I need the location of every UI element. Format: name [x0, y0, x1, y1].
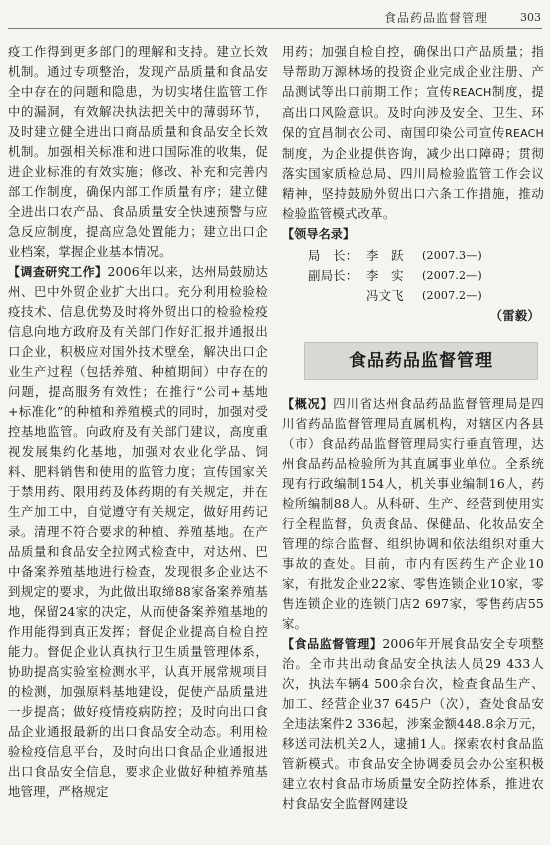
leader-name: 李 实 [366, 268, 404, 283]
research-body: 2006年以来，达州局鼓励达州、巴中外贸企业扩大出口。充分利用检验检疫技术、信息优势及时将外贸出口的检验检疫信息向地方政府及有关部门作好汇报并通报出口企业，积极应对国外技术壁垒，解决出口企业生产过程（包括养殖、种植期间）中存在的问题，提高服务有效性；在推行“公司+基地+标准化”的种植和养殖模式的同时，加强对受控基地监管。向政府及有关部门建议，高度重视发展集约化基地，加强对农业化学品、饲料、肥料销售和使用的监管力度；宣传国家关于禁用药、限用药及体药期的有关规定，并在生产加工中，自觉遵守有关规定，做好用药记录。清理不符合要求的种植、养殖基地。在产品质量和食品安全拉网式检查中，对达州、巴中备案养殖基地进行检查，发现很多企业达不到规定的要求，为此做出取缔88家备案养殖基地，保留24家的决定，从而使备案养殖基地的作用能得到真正发挥；督促企业提高自检自控能力。督促企业认真执行卫生质量管理体系，协助提高实验室检测水平，认真开展常规项目的检测，加强原料基地建设，促使产品质量进一步提高；做好疫情疫病防控；及时向出口食品企业通报最新的出口食品安全动态。利用检验检疫信息平台，及时向出口食品企业通报进出口食品安全信息，要求企业做好种植养殖基地管理，严格规定 [8, 264, 268, 799]
page-header [0, 0, 550, 34]
right-column [282, 42, 544, 814]
paragraph-overview [282, 394, 544, 634]
running-title: 食品药品监督管理 [384, 11, 489, 25]
section-heading-food-supervision: 【食品监督管理】 [282, 637, 383, 651]
leader-role: 副局长： [308, 268, 359, 283]
paragraph-research-work [8, 262, 268, 802]
leader-name: 冯文飞 [366, 288, 404, 303]
leader-name: 李 跃 [366, 248, 404, 263]
paragraph-continued [282, 42, 544, 224]
leader-term: (2007.3—) [422, 249, 482, 262]
paragraph-long-term-mechanism: 疫工作得到更多部门的理解和支持。建立长效机制。通过专项整治，发现产品质量和食品安全中存在的问题和隐患，为切实堵住监管工作中的漏洞，有效解决执法把关中的薄弱环节，及时建立健全进出口商品质量和食品安全长效机制。加强相关标准和进口国际准的收集，促进企业标准的有效实施；修改、补充和完善内部工作制度，确保内部工作质量有序；建立健全进出口农产品、食品质量安全快速预警与应急反应制度，提高应急处置能力；建立出口企业档案，掌握企业基本情况。 [8, 44, 268, 259]
leaders-list [282, 246, 544, 306]
food-supervision-body: 2006年开展食品安全专项整治。全市共出动食品安全执法人员29 433人次，执法车辆4 500余台次，检查食品生产、加工、经营企业37 645户（次），查处食品安全违法案件2 336起，涉案金额448.8余万元，移送司法机关2人，逮捕1人。探索农村食品监管新模式。市食品安全协调委员会办公室积极建立农村食品市场质量安全防控体系，推进农村食品安全监督网建设 [282, 636, 544, 811]
section-heading-leaders: 【领导名录】 [282, 227, 356, 241]
continued-text-a: 用药；加强自检自控，确保出口产品质量；指导帮助万源林场的投资企业完成企业注册、产品测试等出口前期工作；宣传 [282, 44, 544, 99]
section-heading-overview: 【概况】 [282, 397, 334, 411]
leader-term: (2007.2—) [422, 289, 482, 302]
leader-row [282, 266, 544, 286]
leader-row [282, 286, 544, 306]
left-column [8, 42, 268, 802]
section-heading-research: 【调查研究工作】 [8, 265, 108, 279]
leader-row [282, 246, 544, 266]
leader-role: 局 长： [308, 248, 359, 263]
reach-term-1: REACH [452, 86, 492, 99]
author-signature: （雷毅） [489, 308, 540, 323]
leader-term: (2007.2—) [422, 269, 482, 282]
paragraph-food-supervision [282, 634, 544, 814]
page-number: 303 [520, 11, 541, 24]
continued-text-c: 制度，为企业提供咨询，减少出口障碍；贯彻落实国家质检总局、四川局检验监管工作会议精神，坚持鼓励外贸出口六条工作措施，推动检验监管模式改革。 [282, 146, 544, 221]
reach-term-2: REACH [505, 127, 544, 140]
overview-body: 四川省达州食品药品监督管理局是四川省药品监督管理局直属机构，对辖区内各县（市）食品药品监督管理局实行垂直管理，达州食品药品检验所为其直属事业单位。全系统现有行政编制154人，机关事业编制16人，药检所编制88人。从科研、生产、经营到使用实行全程监督，负责食品、保健品、化妆品安全管理的综合监督、组织协调和依法组织对重大事故的查处。目前，市内有医药生产企业10家，有批发企业22家、零售连锁企业10家，零售连锁企业的连锁门店2 697家，零售药店55家。 [282, 396, 544, 631]
continued-text-b: 制度，提高出口风险意识。及时向涉及安全、卫生、环保的宜昌制衣公司、南国印染公司宣传 [282, 84, 544, 140]
section-title-banner: 食品药品监督管理 [304, 342, 538, 380]
header-rule [8, 28, 542, 29]
